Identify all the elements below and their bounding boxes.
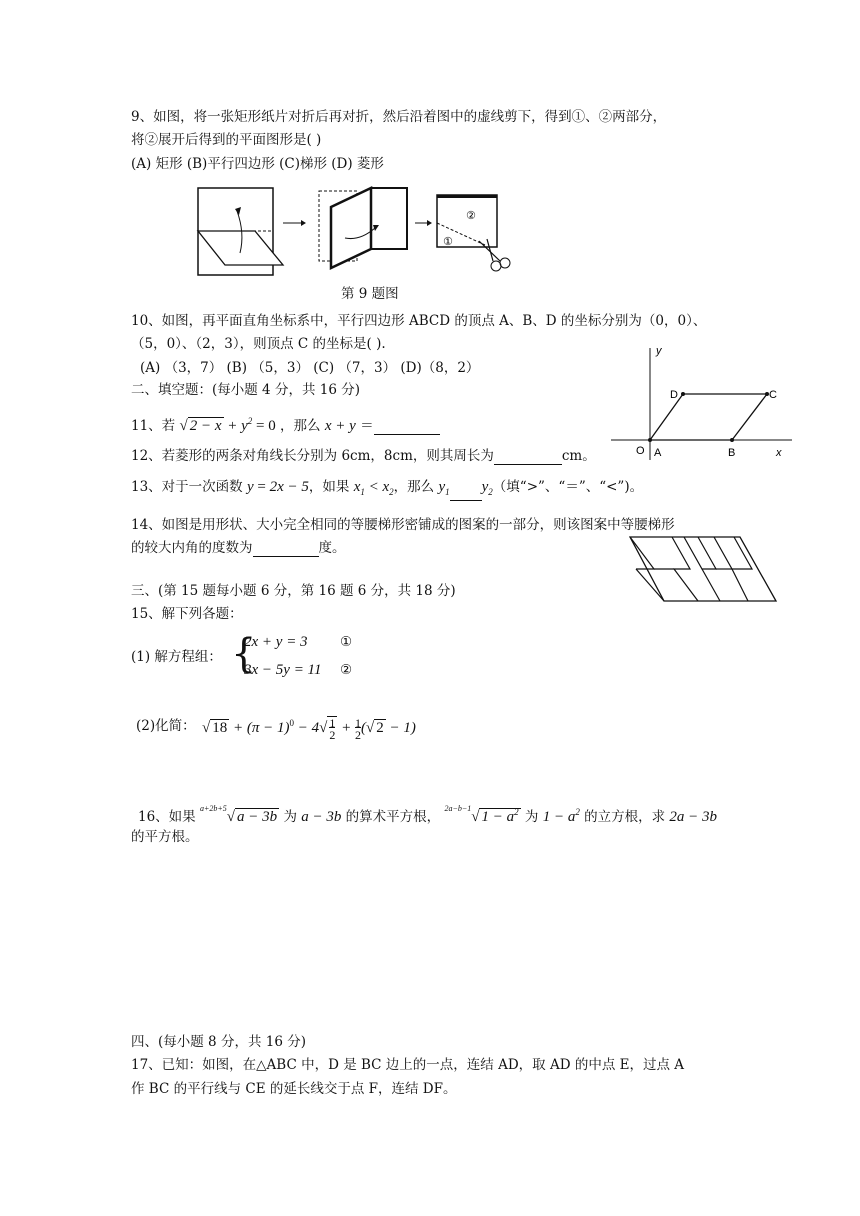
q9-line1: 9、如图，将一张矩形纸片对折后再对折，然后沿着图中的虚线剪下，得到①、②两部分， — [131, 109, 667, 125]
q11-then: ，那么 — [280, 418, 321, 434]
q14-trapezoid-tiling — [628, 535, 778, 605]
q13-if: ，如果 — [308, 479, 350, 495]
q15-part2-expression: √ $18 + (\pi - 1)^0 - 4√\frac{1}{2} + \frac{1}{2}(√$ 2 − 1) — [202, 715, 416, 743]
q15-brace: { — [231, 631, 257, 677]
q14-line2b: 度。 — [318, 540, 346, 556]
pt-o-label: O — [636, 445, 645, 457]
q16-mid2: 的算术平方根， — [345, 809, 441, 825]
q12-text-b: cm。 — [561, 448, 596, 464]
q12-answer-blank[interactable] — [494, 450, 562, 465]
q15-eq2: 3x − 5y = 11 — [244, 662, 322, 678]
section-4-title: 四、(每小题 8 分，共 16 分) — [131, 1034, 306, 1050]
q16-mid1: 为 — [283, 809, 297, 825]
q16-root1: $^{a+2b+5}$√ a − 3b — [199, 804, 278, 825]
section-2-title: 二、填空题：(每小题 4 分，共 16 分) — [131, 382, 360, 398]
q15-mark2: ② — [340, 662, 353, 678]
q11-formula: √ $2 - x + y^2 = 0$ — [179, 416, 276, 434]
q16-mid4: 的立方根，求 — [584, 809, 666, 825]
q14-line2a: 的较大内角的度数为 — [131, 540, 253, 556]
q16-expr1: a − 3b — [301, 809, 342, 825]
q10-line1: 10、如图，再平面直角坐标系中，平行四边形 ABCD 的顶点 A、B、D 的坐标分别为（0，0）、 — [131, 313, 707, 329]
pt-c-label: C — [769, 389, 777, 401]
q16-expr3: 2a − 3b — [669, 809, 718, 825]
q16-expr2: $1 - a^2$ — [542, 807, 580, 825]
q9-caption: 第 9 题图 — [341, 286, 399, 302]
fig9-label-2: ② — [466, 210, 476, 222]
section-3-title: 三、(第 15 题每小题 6 分，第 16 题 6 分，共 18 分) — [131, 583, 456, 599]
q17-line1: 17、已知：如图，在△ABC 中，D 是 BC 边上的一点，连结 AD，取 AD 的中点 E，过点 A — [131, 1057, 685, 1073]
pt-b-label: B — [728, 447, 736, 459]
q17-line2: 作 BC 的平行线与 CE 的延长线交于点 F，连结 DF。 — [131, 1081, 457, 1097]
q9-options: (A) 矩形 (B)平行四边形 (C)梯形 (D) 菱形 — [131, 156, 384, 172]
q11-expr: x + y — [324, 418, 356, 434]
q15-title: 15、解下列各题： — [131, 606, 243, 622]
q14-line2 — [131, 539, 346, 557]
q9-line2: 将②展开后得到的平面图形是( ) — [131, 132, 322, 148]
q13-condition: $x_1 < x_2$ — [353, 479, 394, 497]
q10-line2: （5，0）、（2，3），则顶点 C 的坐标是( ). — [131, 336, 386, 352]
q16-mid3: 为 — [524, 809, 539, 825]
q13-function: y = 2x − 5 — [246, 479, 309, 495]
q16-root2: $^{2a-b-1}$√ $1 - a^2$ — [444, 804, 519, 825]
q15-mark1: ① — [340, 634, 353, 650]
q11-line — [131, 412, 440, 435]
q12-text-a: 12、若菱形的两条对角线长分别为 6cm，8cm，则其周长为 — [131, 448, 494, 464]
q13-y1: $y_1$ — [438, 479, 450, 497]
q11-answer-blank[interactable] — [374, 420, 440, 435]
q14-answer-blank[interactable] — [253, 542, 319, 557]
q13-y2: $y_2$ — [481, 479, 493, 497]
q14-line1: 14、如图是用形状、大小完全相同的等腰梯形密铺成的图案的一部分，则该图案中等腰梯形 — [131, 517, 675, 533]
axis-y-label: y — [656, 345, 662, 357]
q10-coordinate-figure — [608, 340, 798, 465]
q16-prefix: 16、如果 — [138, 809, 196, 825]
q13-answer-blank[interactable] — [450, 486, 482, 501]
q13-suffix: （填“>”、“＝”、“<”)。 — [492, 479, 644, 495]
q10-options: (A) （3，7） (B) （5，3） (C) （7，3） (D)（8，2） — [140, 360, 480, 376]
pt-d-label: D — [670, 389, 678, 401]
q16-line1 — [138, 800, 717, 826]
q11-prefix: 11、若 — [131, 418, 176, 434]
q9-figure — [195, 183, 515, 283]
q13-prefix: 13、对于一次函数 — [131, 479, 243, 495]
q15-part1-label: (1) 解方程组： — [131, 649, 222, 665]
q13-line — [131, 478, 643, 501]
q16-line2: 的平方根。 — [131, 829, 199, 845]
q13-then: ，那么 — [393, 479, 435, 495]
q12-line — [131, 447, 596, 465]
q15-part2-label: (2)化简： — [136, 718, 196, 734]
q11-eq: ＝ — [360, 418, 374, 434]
pt-a-label: A — [654, 447, 662, 459]
axis-x-label: x — [776, 447, 782, 459]
fig9-label-1: ① — [443, 236, 453, 248]
q15-eq1: 2x + y = 3 — [244, 634, 308, 650]
